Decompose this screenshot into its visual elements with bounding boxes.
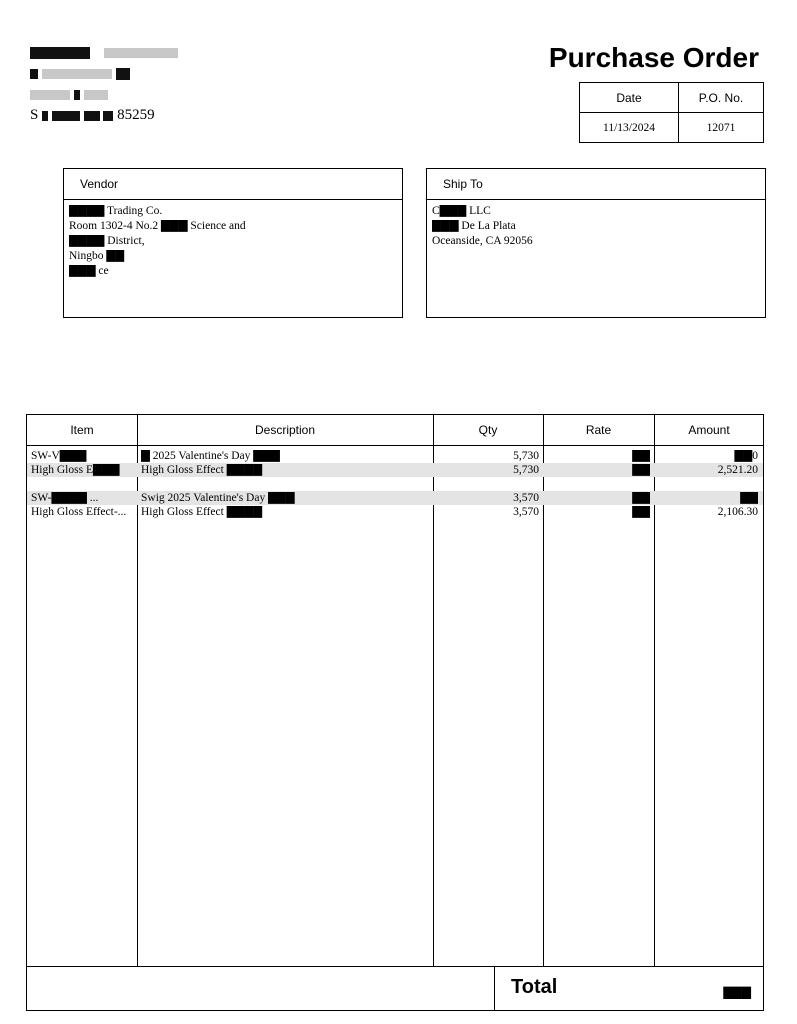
cell-rate: ▇▇ <box>632 492 650 504</box>
vendor-address <box>64 200 402 283</box>
cell-rate: ▇▇ <box>632 464 650 476</box>
ship-to-line: Oceanside, CA 92056 <box>432 235 533 247</box>
cell-item: SW-V▇▇▇ <box>31 450 87 462</box>
cell-rate: ▇▇ <box>632 506 650 518</box>
vendor-line: ▇▇▇▇ Trading Co. <box>69 205 163 217</box>
company-city-prefix: S <box>30 107 39 123</box>
cell-amount: ▇▇ <box>740 492 758 504</box>
table-row <box>27 463 763 477</box>
company-address <box>30 42 178 126</box>
company-street <box>30 63 178 84</box>
cell-description: High Gloss Effect ▇▇▇▇ <box>141 464 263 476</box>
items-table <box>26 414 764 1011</box>
ship-to-line: C▇▇▇ LLC <box>432 205 491 217</box>
cell-description: Swig 2025 Valentine's Day ▇▇▇ <box>141 492 295 504</box>
company-zip: 85259 <box>117 107 155 123</box>
table-row <box>27 449 763 463</box>
total-label: Total <box>511 976 558 998</box>
cell-item: High Gloss E▇▇▇ <box>31 464 120 476</box>
ship-to-label: Ship To <box>427 169 765 200</box>
cell-item <box>31 477 135 491</box>
cell-item: SW-▇▇▇▇ ... <box>31 492 99 504</box>
vendor-box <box>63 168 403 318</box>
ship-to-line: ▇▇▇ De La Plata <box>432 220 516 232</box>
table-row <box>27 477 763 491</box>
date-label: Date <box>580 83 679 113</box>
cell-description: ▇ 2025 Valentine's Day ▇▇▇ <box>141 450 280 462</box>
header-qty: Qty <box>478 423 498 437</box>
cell-amount: 2,521.20 <box>717 464 758 476</box>
table-row <box>27 491 763 505</box>
cell-qty: 3,570 <box>513 506 539 518</box>
total-value: ▇▇▇ <box>723 985 751 999</box>
footer-divider <box>494 967 495 1010</box>
company-city-zip <box>30 105 178 126</box>
cell-qty: 5,730 <box>513 450 539 462</box>
po-number-label: P.O. No. <box>679 83 764 113</box>
cell-amount: 2,106.30 <box>717 506 758 518</box>
po-number-value: 12071 <box>679 113 764 143</box>
ship-to-box <box>426 168 766 318</box>
ship-to-address <box>427 200 765 253</box>
table-row <box>27 505 763 519</box>
document-title: Purchase Order <box>548 42 759 73</box>
cell-amount <box>654 477 758 491</box>
cell-qty: 5,730 <box>513 464 539 476</box>
po-meta-table <box>579 82 764 143</box>
cell-item: High Gloss Effect-... <box>31 506 127 518</box>
cell-description: High Gloss Effect ▇▇▇▇ <box>141 506 263 518</box>
cell-description <box>141 477 429 491</box>
cell-rate <box>543 477 650 491</box>
company-name <box>30 42 178 63</box>
cell-amount: ▇▇0 <box>734 450 758 462</box>
vendor-line: Room 1302-4 No.2 ▇▇▇ Science and <box>69 220 246 232</box>
vendor-line: ▇▇▇ ce <box>69 265 109 277</box>
vendor-line: ▇▇▇▇ District, <box>69 235 145 247</box>
header-rate: Rate <box>585 423 612 437</box>
items-table-footer <box>27 966 763 1010</box>
cell-qty: 3,570 <box>513 492 539 504</box>
header-description: Description <box>254 423 316 437</box>
vendor-label: Vendor <box>64 169 402 200</box>
cell-qty <box>433 477 539 491</box>
company-suite <box>30 84 178 105</box>
header-item: Item <box>70 423 94 437</box>
header-amount: Amount <box>688 423 730 437</box>
vendor-line: Ningbo ▇▇ <box>69 250 125 262</box>
cell-rate: ▇▇ <box>632 450 650 462</box>
date-value: 11/13/2024 <box>580 113 679 143</box>
